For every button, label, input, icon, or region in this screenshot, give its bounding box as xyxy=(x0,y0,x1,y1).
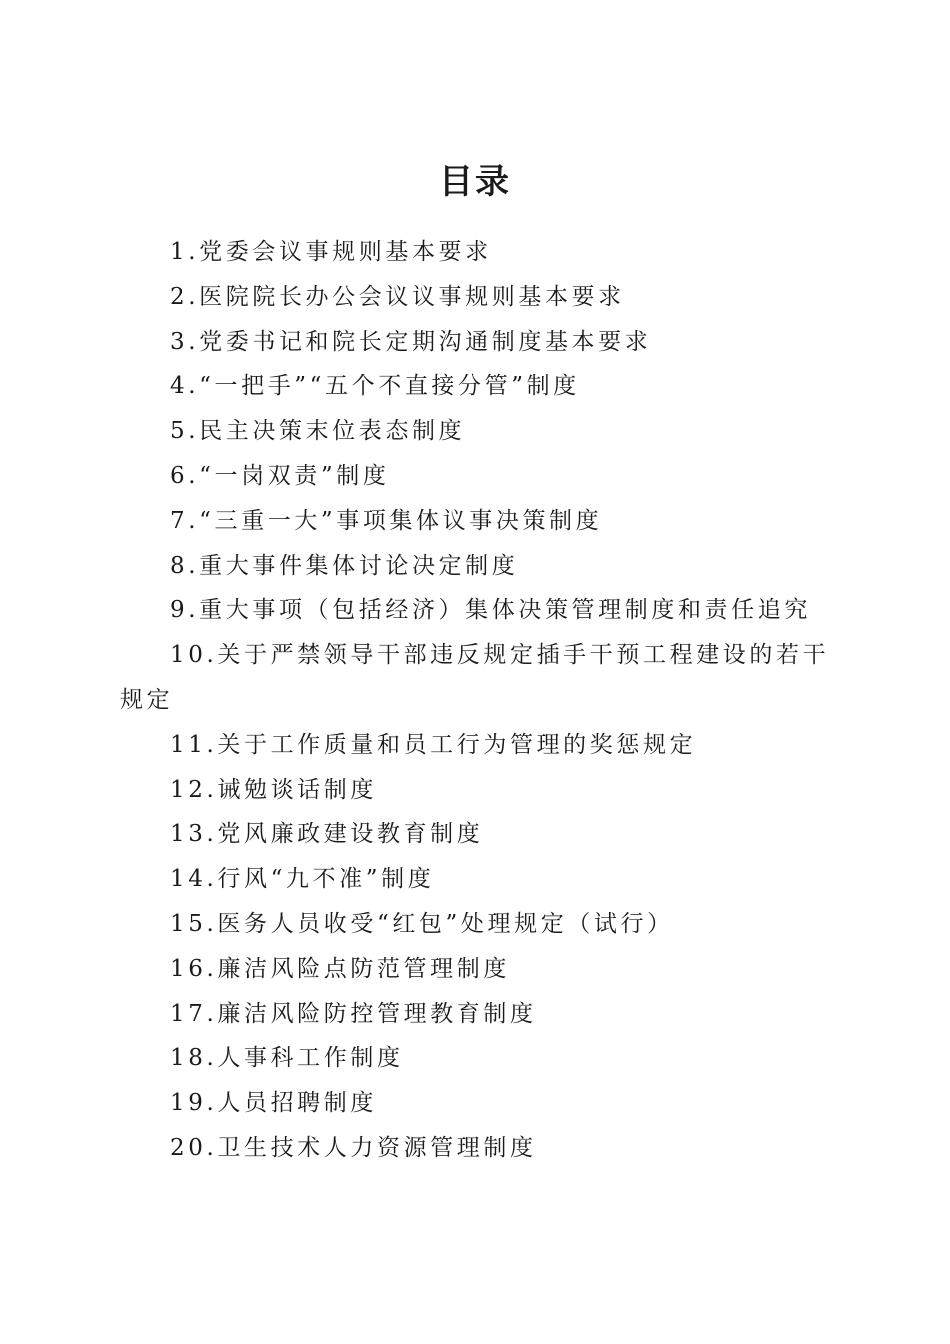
toc-item-3: 3.党委书记和院长定期沟通制度基本要求 xyxy=(170,328,652,355)
toc-item-7: 7.“三重一大”事项集体议事决策制度 xyxy=(170,507,603,534)
toc-item-20: 20.卫生技术人力资源管理制度 xyxy=(170,1134,537,1161)
toc-item-4: 4.“一把手”“五个不直接分管”制度 xyxy=(170,373,580,400)
toc-item-15: 15.医务人员收受“红包”处理规定（试行） xyxy=(170,910,674,937)
toc-item-16: 16.廉洁风险点防范管理制度 xyxy=(170,955,510,982)
toc-item-9: 9.重大事项（包括经济）集体决策管理制度和责任追究 xyxy=(170,597,811,624)
toc-item-19: 19.人员招聘制度 xyxy=(170,1090,377,1117)
toc-item-5: 5.民主决策末位表态制度 xyxy=(170,418,466,445)
toc-item-1: 1.党委会议事规则基本要求 xyxy=(170,239,492,265)
toc-item-6: 6.“一岗双责”制度 xyxy=(170,462,390,489)
toc-item-2: 2.医院院长办公会议议事规则基本要求 xyxy=(170,283,625,310)
table-of-contents xyxy=(120,230,840,1171)
toc-item-13: 13.党风廉政建设教育制度 xyxy=(170,821,484,848)
page-title: 目录 xyxy=(439,161,511,202)
toc-item-12: 12.诫勉谈话制度 xyxy=(170,776,377,803)
toc-item-11: 11.关于工作质量和员工行为管理的奖惩规定 xyxy=(170,731,697,758)
toc-item-18: 18.人事科工作制度 xyxy=(170,1045,404,1072)
toc-item-8: 8.重大事件集体讨论决定制度 xyxy=(170,552,519,579)
toc-item-14: 14.行风“九不准”制度 xyxy=(170,866,435,893)
toc-item-17: 17.廉洁风险防控管理教育制度 xyxy=(170,1000,537,1027)
toc-item-10: 10.关于严禁领导干部违反规定插手干预工程建设的若干规定 xyxy=(120,642,830,713)
